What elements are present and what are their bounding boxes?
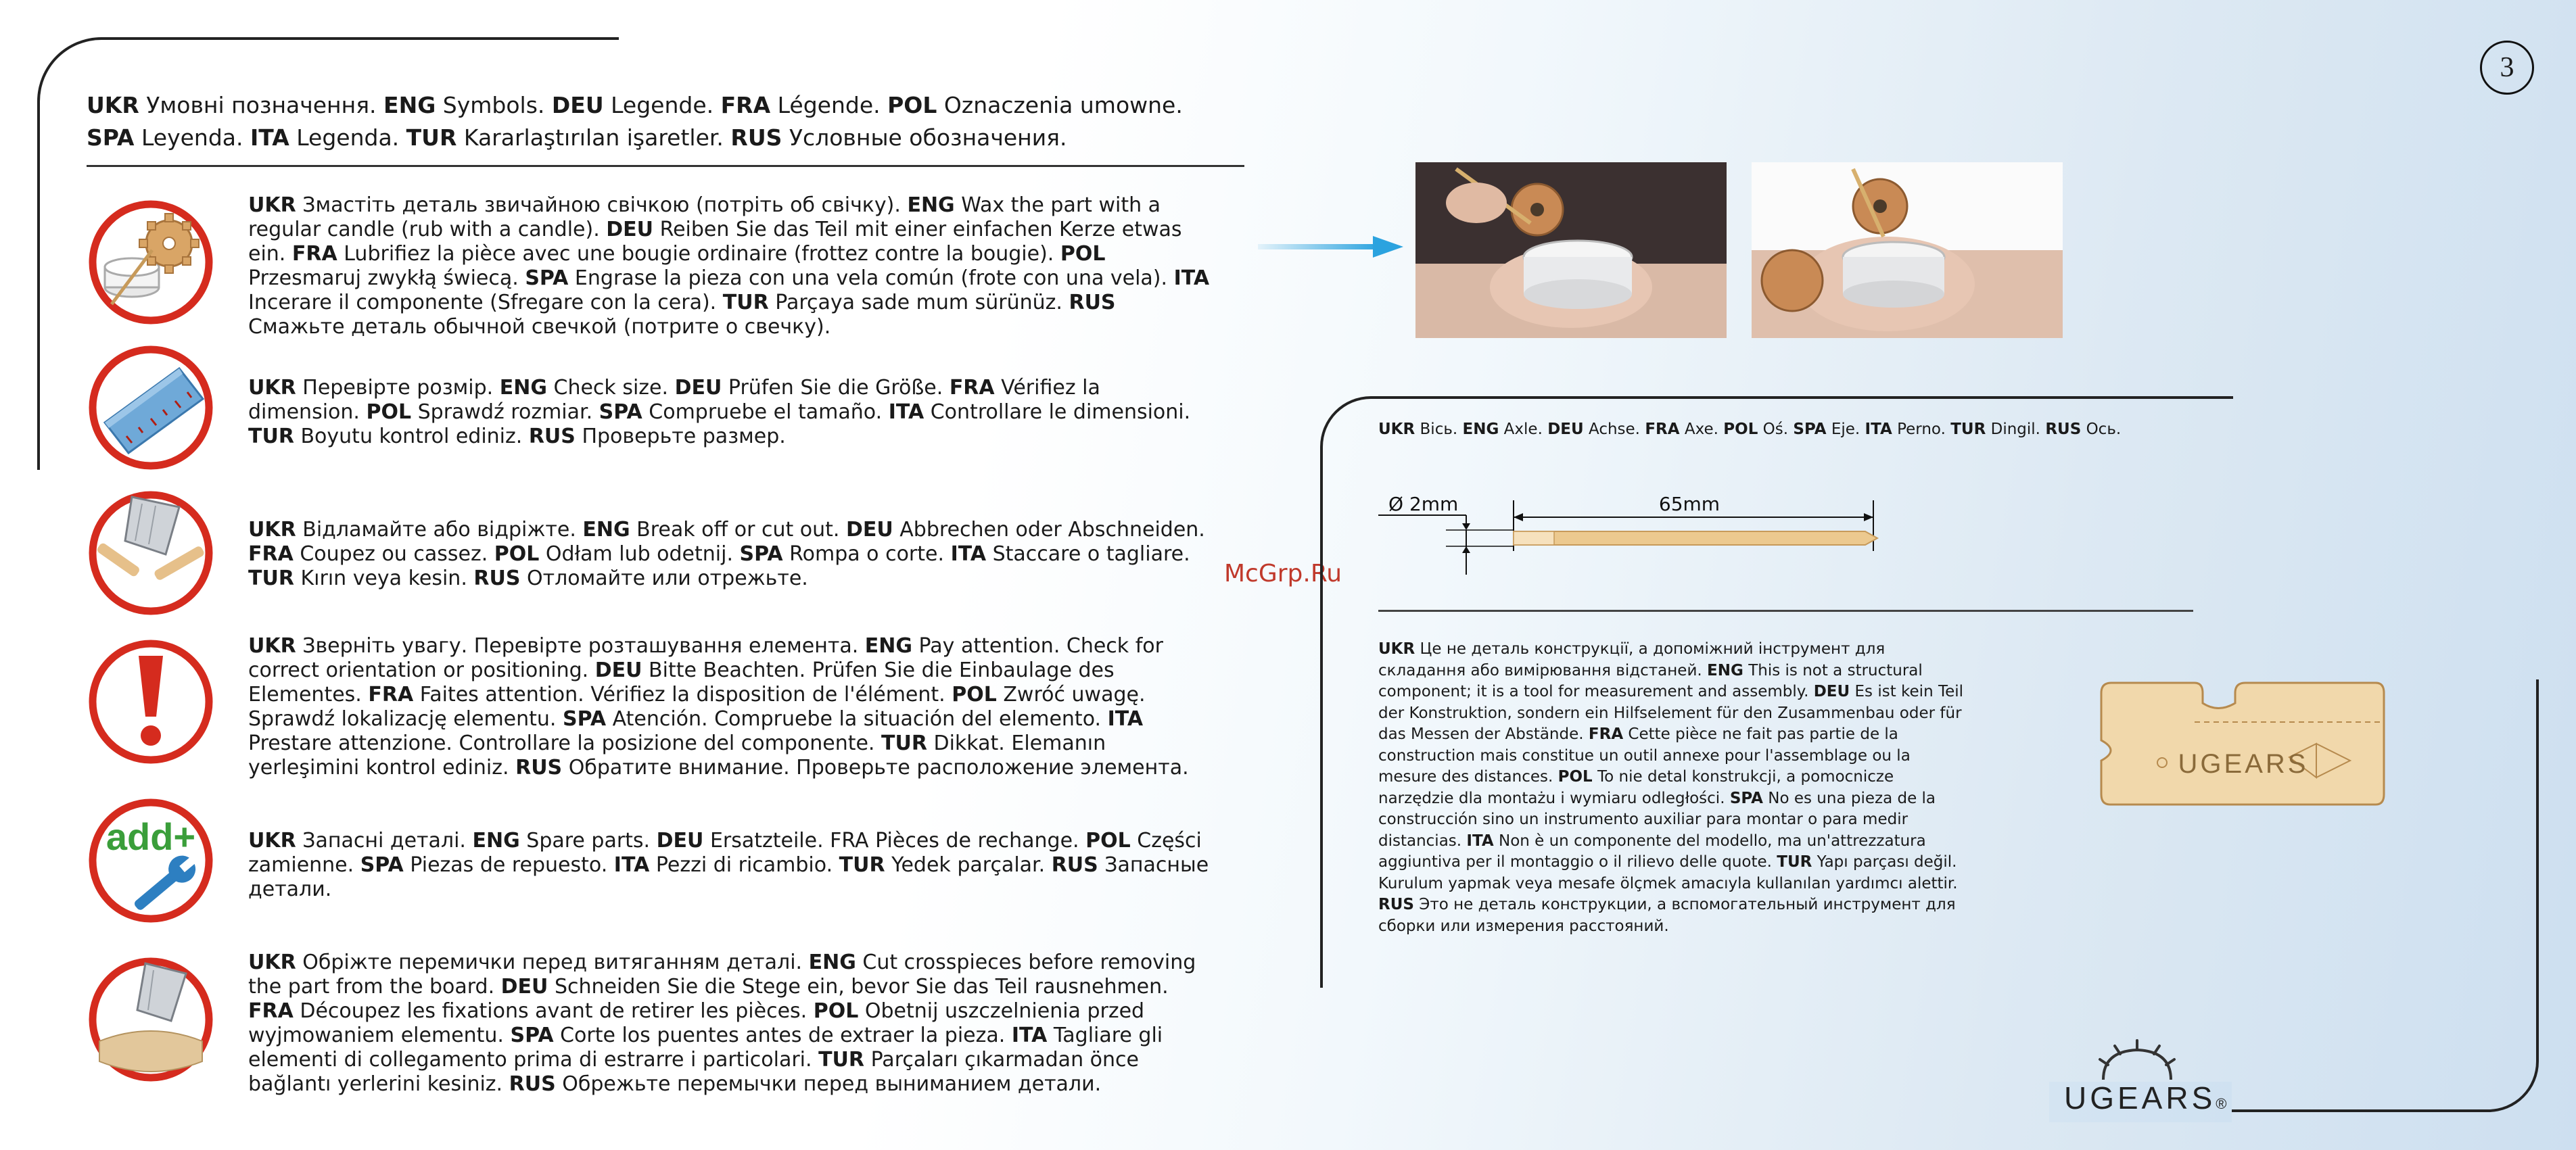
add-spare-parts-icon xyxy=(85,794,217,927)
segment-lang-text: Yedek parçalar. xyxy=(885,853,1052,877)
axle-title xyxy=(1378,421,2121,438)
watermark: McGrp.Ru xyxy=(1224,560,1342,588)
candle-wax-icon xyxy=(85,196,217,329)
header-lang-code: UKR xyxy=(87,92,139,118)
segment-lang-code: ITA xyxy=(613,853,650,877)
header-lang-text: Условные обозначения. xyxy=(782,124,1067,151)
segment-lang-code: RUS xyxy=(528,425,576,448)
axle-length-label: 65mm xyxy=(1658,493,1720,515)
segment-lang-code: SPA xyxy=(1793,421,1827,438)
segment-lang-code: ITA xyxy=(1173,266,1210,290)
segment-lang-code: ENG xyxy=(907,193,955,217)
segment-lang-code: DEU xyxy=(606,218,654,241)
legend-header-line-1 xyxy=(87,89,1236,122)
segment-lang-text: Перевірте розмір. xyxy=(296,376,500,400)
legend-header-line-2 xyxy=(87,122,1236,154)
segment-lang-code: POL xyxy=(494,542,540,566)
symbol-text-cut-body xyxy=(248,951,1196,1096)
bottom-frame xyxy=(2232,679,2539,1112)
segment-lang-code: POL xyxy=(952,683,997,706)
segment-lang-code: DEU xyxy=(1813,683,1850,700)
segment-lang-text: Dingil. xyxy=(1986,421,2046,438)
segment-lang-text: Break off or cut out. xyxy=(630,518,846,542)
segment-lang-text: Это не деталь конструкции, а вспомогательный инструмент для сборки или измерения расстояний. xyxy=(1378,896,1956,935)
header-lang-text: Умовні позначення. xyxy=(139,92,384,118)
segment-lang-code: POL xyxy=(1723,421,1758,438)
segment-lang-text: Відламайте або відріжте. xyxy=(296,518,583,542)
segment-lang-code: TUR xyxy=(839,853,885,877)
segment-lang-text: Lubrifiez la pièce avec une bougie ordinaire (frottez contre la bougie). xyxy=(337,242,1060,266)
segment-lang-text: Vérifiez la dimension. xyxy=(248,376,1100,424)
segment-lang-code: UKR xyxy=(248,376,296,400)
segment-lang-code: FRA xyxy=(248,542,294,566)
segment-lang-text: Perno. xyxy=(1892,421,1951,438)
segment-lang-text: Це не деталь конструкції, а допоміжний інструмент для складання або вимірювання відстаней. xyxy=(1378,640,1886,679)
segment-lang-code: ITA xyxy=(1011,1024,1048,1047)
segment-lang-text: Odłam lub odetnij. xyxy=(539,542,740,566)
segment-lang-code: SPA xyxy=(525,266,569,290)
segment-lang-text: Cette pièce ne fait pas partie de la construction mais constitue un outil annexe pour l'assemblage ou la mesure des distances. xyxy=(1378,725,1911,786)
segment-lang-code: UKR xyxy=(248,829,296,853)
segment-lang-code: UKR xyxy=(1378,640,1415,658)
header-lang-code: POL xyxy=(887,92,937,118)
symbol-text-attention-body xyxy=(248,634,1189,780)
segment-lang-code: ITA xyxy=(888,400,924,424)
segment-lang-text: Yapı parçası değil. Kurulum yapmak veya mesafe ölçmek amacıyla kullanılan yardımcı alettir. xyxy=(1378,853,1958,892)
segment-lang-code: ITA xyxy=(1466,832,1494,850)
segment-lang-code: RUS xyxy=(473,567,521,590)
segment-lang-code: DEU xyxy=(500,975,548,999)
segment-lang-text: Es ist kein Teil der Konstruktion, sondern ein Hilfselement für den Zusammenbau oder für das Messen der Abstände. xyxy=(1378,683,1964,743)
segment-lang-code: FRA xyxy=(248,999,294,1023)
segment-lang-code: SPA xyxy=(510,1024,554,1047)
header-lang-text: Legende. xyxy=(603,92,721,118)
segment-lang-code: TUR xyxy=(1777,853,1812,871)
header-lang-text: Kararlaştırılan işaretler. xyxy=(456,124,731,151)
segment-lang-text: Вісь. xyxy=(1415,421,1463,438)
segment-lang-text: Oś. xyxy=(1758,421,1794,438)
segment-lang-code: SPA xyxy=(739,542,783,566)
segment-lang-code: SPA xyxy=(563,707,607,731)
segment-lang-text: Tagliare gli elementi di collegamento prima di estrarre i particolari. xyxy=(248,1024,1163,1072)
header-lang-text: Oznaczenia umowne. xyxy=(937,92,1183,118)
segment-lang-code: ENG xyxy=(808,951,856,974)
segment-lang-text: To nie detal konstrukcji, a pomocnicze narzędzie dla montażu i wymiaru odległości. xyxy=(1378,768,1894,807)
segment-lang-text: Prüfen Sie die Größe. xyxy=(722,376,950,400)
segment-lang-code: TUR xyxy=(248,425,294,448)
segment-lang-text: Rompa o corte. xyxy=(782,542,951,566)
segment-lang-text: Achse. xyxy=(1583,421,1645,438)
header-lang-text: Symbols. xyxy=(436,92,552,118)
segment-lang-code: ENG xyxy=(1707,661,1743,679)
wax-photo-2 xyxy=(1752,162,2063,338)
segment-lang-text: Faites attention. Vérifiez la disposition de l'élément. xyxy=(413,683,952,706)
segment-lang-code: FRA xyxy=(368,683,414,706)
segment-lang-code: TUR xyxy=(248,567,294,590)
segment-lang-text: Kırın veya kesin. xyxy=(294,567,474,590)
segment-lang-text: Sprawdź rozmiar. xyxy=(411,400,599,424)
symbol-text-spare-body xyxy=(248,829,1209,901)
segment-lang-text: Запасні деталі. xyxy=(296,829,473,853)
segment-lang-code: FRA xyxy=(291,242,337,266)
segment-lang-text: Corte los puentes antes de extraer la pieza. xyxy=(553,1024,1012,1047)
segment-lang-text: Запасные детали. xyxy=(248,853,1209,901)
axle-description xyxy=(1378,639,1967,937)
segment-lang-text: Obetnij uszczelnienia przed wyjmowaniem elementu. xyxy=(248,999,1145,1047)
segment-lang-text: Змастіть деталь звичайною свічкою (потріть об свічку). xyxy=(296,193,908,217)
segment-lang-code: ITA xyxy=(1865,421,1892,438)
segment-lang-text: Eje. xyxy=(1826,421,1865,438)
segment-lang-code: DEU xyxy=(656,829,704,853)
segment-lang-text: Dikkat. Elemanın yerleşimini kontrol ediniz. xyxy=(248,732,1106,780)
segment-lang-text: Обріжте перемички перед витяганням деталі. xyxy=(296,951,809,974)
legend-header xyxy=(87,89,1236,154)
segment-lang-code: UKR xyxy=(248,634,296,658)
segment-lang-code: FRA xyxy=(1645,421,1680,438)
segment-lang-code: DEU xyxy=(674,376,722,400)
page-number: 3 xyxy=(2480,41,2534,95)
segment-lang-code: POL xyxy=(813,999,859,1023)
symbol-text-size-body xyxy=(248,376,1190,448)
segment-lang-text: Bitte Beachten. Prüfen Sie die Einbaulage des Elementes. xyxy=(248,658,1115,706)
header-lang-code: ENG xyxy=(383,92,436,118)
segment-lang-text: Non è un componente del modello, ma un'attrezzatura aggiuntiva per il montaggio o il rilievo delle quote. xyxy=(1378,832,1926,871)
symbol-text-break xyxy=(248,518,1215,591)
segment-lang-text: Coupez ou cassez. xyxy=(293,542,494,566)
segment-lang-text: Axe. xyxy=(1679,421,1724,438)
segment-lang-code: SPA xyxy=(360,853,404,877)
segment-lang-code: FRA xyxy=(1588,725,1624,743)
segment-lang-code: ENG xyxy=(864,634,913,658)
segment-lang-text: Смажьте деталь обычной свечкой (потрите о свечку). xyxy=(248,315,831,339)
segment-lang-text: Staccare o tagliare. xyxy=(986,542,1190,566)
segment-lang-text: Découpez les fixations avant de retirer les pièces. xyxy=(293,999,814,1023)
ruler-icon xyxy=(85,341,217,474)
segment-lang-code: POL xyxy=(1085,829,1131,853)
segment-lang-text: Check size. xyxy=(546,376,675,400)
segment-lang-text: This is not a structural component; it is a tool for measurement and assembly. xyxy=(1378,661,1923,700)
segment-lang-text: Зверніть увагу. Перевірте розташування елемента. xyxy=(296,634,865,658)
segment-lang-text: Boyutu kontrol ediniz. xyxy=(294,425,529,448)
axle-description-text xyxy=(1378,640,1963,935)
cut-crosspiece-icon xyxy=(85,953,217,1086)
segment-lang-text: Обрежьте перемычки перед выниманием детали. xyxy=(555,1072,1102,1096)
exclamation-icon xyxy=(85,636,217,768)
axle-diameter-label: Ø 2mm xyxy=(1388,493,1459,515)
segment-lang-text: Pezzi di ricambio. xyxy=(649,853,839,877)
header-lang-text: Légende. xyxy=(770,92,888,118)
segment-lang-text: Atención. Compruebe la situación del elemento. xyxy=(606,707,1108,731)
add-icon-label: add+ xyxy=(106,815,196,858)
segment-lang-text: Parçaya sade mum sürünüz. xyxy=(768,291,1069,314)
segment-lang-text: Prestare attenzione. Controllare la posizione del componente. xyxy=(248,732,882,755)
symbol-text-cut xyxy=(248,951,1215,1097)
segment-lang-text: Проверьте размер. xyxy=(575,425,786,448)
segment-lang-text: Abbrechen oder Abschneiden. xyxy=(893,518,1205,542)
segment-lang-text: No es una pieza de la construcción sino un instrumento auxiliar para montar o para medir distancias. xyxy=(1378,789,1936,850)
segment-lang-code: TUR xyxy=(1950,421,1986,438)
arrow-right-icon xyxy=(1258,233,1407,263)
segment-lang-code: ENG xyxy=(499,376,547,400)
symbol-text-wax xyxy=(248,193,1215,339)
segment-lang-code: POL xyxy=(1558,768,1593,786)
symbol-text-wax-body xyxy=(248,193,1209,339)
header-lang-code: FRA xyxy=(720,92,771,118)
segment-lang-code: DEU xyxy=(594,658,642,682)
segment-lang-code: DEU xyxy=(845,518,893,542)
header-lang-text: Legenda. xyxy=(289,124,406,151)
segment-lang-code: UKR xyxy=(248,951,296,974)
segment-lang-code: ITA xyxy=(950,542,987,566)
segment-lang-text: Incerare il componente (Sfregare con la cera). xyxy=(248,291,723,314)
segment-lang-code: ENG xyxy=(472,829,520,853)
segment-lang-text: Обратите внимание. Проверьте расположение элемента. xyxy=(562,756,1189,780)
segment-lang-code: RUS xyxy=(515,756,563,780)
segment-lang-text: Przesmaruj zwykłą świecą. xyxy=(248,266,525,290)
segment-lang-code: FRA xyxy=(949,376,995,400)
segment-lang-text: Wax the part with a regular candle (rub with a candle). xyxy=(248,193,1161,241)
axle-diagram xyxy=(1378,487,1892,584)
segment-lang-code: RUS xyxy=(1378,896,1414,913)
segment-lang-text: Parçaları çıkarmadan önce bağlantı yerlerini kesiniz. xyxy=(248,1048,1139,1096)
header-lang-text: Leyenda. xyxy=(134,124,250,151)
segment-lang-code: UKR xyxy=(248,193,296,217)
segment-lang-text: Zwróć uwagę. Sprawdź lokalizację elementu. xyxy=(248,683,1146,731)
segment-lang-code: TUR xyxy=(818,1048,865,1072)
header-lang-code: RUS xyxy=(730,124,782,151)
symbol-text-attention xyxy=(248,634,1215,780)
symbol-text-break-body xyxy=(248,518,1205,590)
segment-lang-code: POL xyxy=(1060,242,1106,266)
segment-lang-code: RUS xyxy=(1051,853,1098,877)
header-lang-code: DEU xyxy=(551,92,604,118)
segment-lang-code: ENG xyxy=(582,518,630,542)
segment-lang-code: DEU xyxy=(1547,421,1584,438)
segment-lang-text: Controllare le dimensioni. xyxy=(924,400,1191,424)
tool-brand-label: UGEARS xyxy=(2178,749,2309,779)
header-lang-code: TUR xyxy=(406,124,457,151)
segment-lang-text: Ersatzteile. FRA Pièces de rechange. xyxy=(703,829,1086,853)
header-lang-code: ITA xyxy=(250,124,289,151)
cutter-break-icon xyxy=(85,487,217,619)
segment-lang-code: ENG xyxy=(1462,421,1499,438)
brand-logo-text: UGEARS xyxy=(2064,1080,2216,1116)
segment-lang-text: Piezas de repuesto. xyxy=(403,853,614,877)
symbol-text-size xyxy=(248,376,1215,449)
segment-lang-code: ITA xyxy=(1107,707,1144,731)
segment-lang-text: Axle. xyxy=(1499,421,1548,438)
segment-lang-text: Reiben Sie das Teil mit einer einfachen Kerze etwas ein. xyxy=(248,218,1182,266)
symbol-text-spare xyxy=(248,829,1215,902)
segment-lang-text: Schneiden Sie die Stege ein, bevor Sie das Teil rausnehmen. xyxy=(548,975,1169,999)
segment-lang-text: Ось. xyxy=(2081,421,2122,438)
segment-lang-text: Cut crosspieces before removing the part from the board. xyxy=(248,951,1196,999)
axle-divider xyxy=(1378,610,2193,612)
segment-lang-text: Pay attention. Check for correct orientation or positioning. xyxy=(248,634,1163,682)
segment-lang-code: RUS xyxy=(2045,421,2082,438)
segment-lang-code: SPA xyxy=(599,400,642,424)
header-divider xyxy=(87,165,1244,167)
segment-lang-text: Engrase la pieza con una vela común (frote con una vela). xyxy=(568,266,1174,290)
segment-lang-text: Compruebe el tamaño. xyxy=(642,400,889,424)
segment-lang-code: RUS xyxy=(509,1072,556,1096)
segment-lang-code: TUR xyxy=(881,732,927,755)
segment-lang-code: TUR xyxy=(722,291,769,314)
segment-lang-text: Отломайте или отрежьте. xyxy=(520,567,808,590)
wax-photo-1 xyxy=(1415,162,1727,338)
segment-lang-code: UKR xyxy=(248,518,296,542)
segment-lang-code: UKR xyxy=(1378,421,1415,438)
segment-lang-code: SPA xyxy=(1729,789,1763,807)
header-lang-code: SPA xyxy=(87,124,135,151)
brand-logo xyxy=(2064,1080,2230,1116)
segment-lang-code: POL xyxy=(366,400,412,424)
segment-lang-text: Spare parts. xyxy=(519,829,657,853)
segment-lang-text: Części zamienne. xyxy=(248,829,1202,877)
brand-registered-mark: ® xyxy=(2216,1095,2230,1112)
axle-title-text xyxy=(1378,421,2121,438)
segment-lang-code: RUS xyxy=(1069,291,1116,314)
